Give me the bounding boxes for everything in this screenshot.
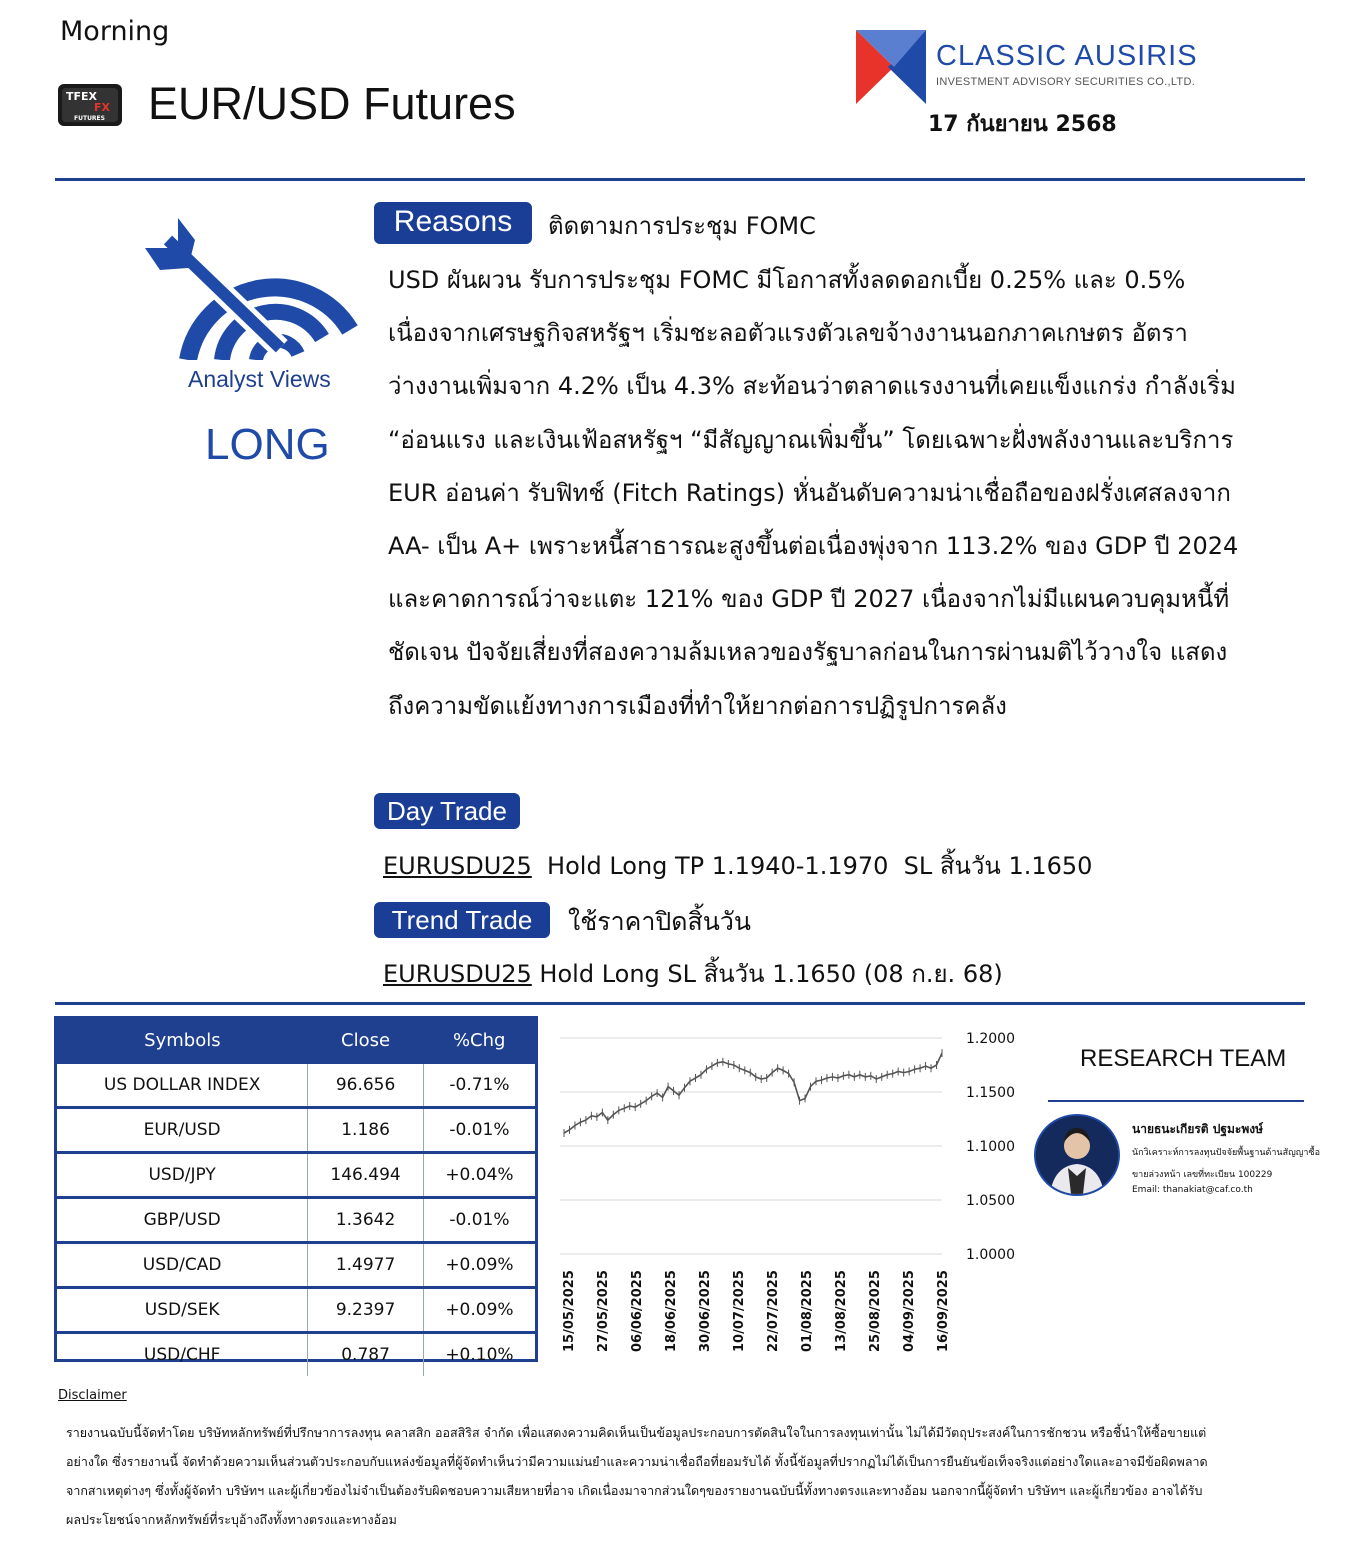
symbol-cell: USD/SEK bbox=[57, 1288, 308, 1333]
x-tick-label: 15/05/2025 bbox=[562, 1270, 577, 1352]
reasons-body bbox=[388, 254, 1308, 733]
trend-trade-recommendation bbox=[383, 954, 1003, 993]
column-header: %Chg bbox=[423, 1019, 535, 1063]
day-trade-recommendation bbox=[383, 846, 1092, 885]
symbol-cell: GBP/USD bbox=[57, 1198, 308, 1243]
x-tick-label: 01/08/2025 bbox=[800, 1270, 815, 1352]
symbol-cell: USD/JPY bbox=[57, 1153, 308, 1198]
trend-trade-tag: Trend Trade bbox=[374, 902, 550, 938]
report-date: 17 กันยายน 2568 bbox=[928, 112, 1117, 137]
research-team-divider bbox=[1048, 1100, 1304, 1102]
close-cell: 96.656 bbox=[308, 1063, 424, 1108]
symbol-cell: EUR/USD bbox=[57, 1108, 308, 1153]
close-cell: 1.3642 bbox=[308, 1198, 424, 1243]
trend-trade-detail: Hold Long SL สิ้นวัน 1.1650 (08 ก.ย. 68) bbox=[531, 960, 1003, 988]
change-cell: +0.09% bbox=[423, 1288, 535, 1333]
y-tick-label: 1.1500 bbox=[966, 1085, 1015, 1101]
symbol-cell: US DOLLAR INDEX bbox=[57, 1063, 308, 1108]
change-cell: -0.01% bbox=[423, 1108, 535, 1153]
tfex-logo-line-1: TFEX bbox=[66, 90, 98, 103]
reasons-tag: Reasons bbox=[374, 202, 532, 244]
change-cell: -0.01% bbox=[423, 1198, 535, 1243]
y-tick-label: 1.1000 bbox=[966, 1139, 1015, 1155]
table-row bbox=[57, 1153, 535, 1198]
close-cell: 1.186 bbox=[308, 1108, 424, 1153]
symbol-cell: USD/CAD bbox=[57, 1243, 308, 1288]
column-header: Close bbox=[308, 1019, 424, 1063]
analyst-avatar bbox=[1034, 1114, 1120, 1196]
y-tick-label: 1.2000 bbox=[966, 1031, 1015, 1047]
disclaimer-line: รายงานฉบับนี้จัดทำโดย บริษัทหลักทรัพย์ที่ปรึกษาการลงทุน คลาสสิก ออสสิริส จำกัด เพื่อแสดงความคิดเห็นเป็นข้อมูลประกอบการตัดสินใจในการลงทุนเท่านั้น ไม่ได้มีวัตถุประสงค์ในการชักชวน หรือชี้นำให้ซื้อขายแต่ bbox=[66, 1425, 1207, 1440]
analyst-title-line: นักวิเคราะห์การลงทุนปัจจัยพื้นฐานด้านสัญญาซื้อ bbox=[1132, 1148, 1320, 1158]
trend-trade-note: ใช้ราคาปิดสิ้นวัน bbox=[568, 907, 751, 936]
brand-subtitle: INVESTMENT ADVISORY SECURITIES CO.,LTD. bbox=[936, 76, 1196, 88]
table-row bbox=[57, 1243, 535, 1288]
analyst-name: นายธนะเกียรติ ปฐมะพงษ์ bbox=[1132, 1122, 1264, 1136]
x-tick-label: 04/09/2025 bbox=[902, 1270, 917, 1352]
table-row bbox=[57, 1198, 535, 1243]
trend-trade-symbol: EURUSDU25 bbox=[383, 960, 532, 988]
analyst-email: Email: thanakiat@caf.co.th bbox=[1132, 1185, 1253, 1195]
analyst-views-label: Analyst Views bbox=[188, 366, 331, 392]
reason-line: EUR อ่อนค่า รับฟิทช์ (Fitch Ratings) หั่นอันดับความน่าเชื่อถือของฝรั่งเศสลงจาก bbox=[388, 478, 1231, 507]
close-cell: 146.494 bbox=[308, 1153, 424, 1198]
day-trade-tag: Day Trade bbox=[374, 793, 520, 829]
reason-line: ชัดเจน ปัจจัยเสี่ยงที่สองความล้มเหลวของรัฐบาลก่อนในการผ่านมติไว้วางใจ แสดง bbox=[388, 638, 1228, 667]
x-tick-label: 06/06/2025 bbox=[630, 1270, 645, 1352]
x-tick-label: 18/06/2025 bbox=[664, 1270, 679, 1352]
reason-line: ว่างงานเพิ่มจาก 4.2% เป็น 4.3% สะท้อนว่าตลาดแรงงานที่เคยแข็งแกร่ง กำลังเริ่ม bbox=[388, 372, 1236, 401]
stance-label: LONG bbox=[205, 420, 330, 469]
x-tick-label: 10/07/2025 bbox=[732, 1270, 747, 1352]
change-cell: +0.10% bbox=[423, 1333, 535, 1377]
close-cell: 1.4977 bbox=[308, 1243, 424, 1288]
reasons-heading: ติดตามการประชุม FOMC bbox=[548, 212, 816, 240]
y-tick-label: 1.0000 bbox=[966, 1247, 1015, 1263]
price-line bbox=[564, 1053, 942, 1133]
y-tick-label: 1.0500 bbox=[966, 1193, 1015, 1209]
reason-line: USD ผันผวน รับการประชุม FOMC มีโอกาสทั้งลดดอกเบี้ย 0.25% และ 0.5% bbox=[388, 266, 1186, 294]
disclaimer-line: ผลประโยชน์จากหลักทรัพย์ที่ระบุอ้างถึงทั้งทางตรงและทางอ้อม bbox=[66, 1512, 397, 1527]
disclaimer-line: อย่างใด ซึ่งรายงานนี้ จัดทำด้วยความเห็นส่วนตัวประกอบกับแหล่งข้อมูลที่ผู้จัดทำเห็นว่ามีความแม่นยำและความน่าเชื่อถือที่ยอมรับได้ ทั้งนี้ข้อมูลที่ปรากฏไม่ได้เป็นการยืนยันข้อเท็จจริงแต่อย่างใดและอาจมีข้อผิดพลาด bbox=[66, 1454, 1208, 1469]
reason-line: “อ่อนแรง และเงินเฟ้อสหรัฐฯ “มีสัญญาณเพิ่มขึ้น” โดยเฉพาะฝั่งพลังงานและบริการ bbox=[388, 425, 1234, 454]
classic-ausiris-logo-icon bbox=[856, 30, 926, 104]
column-header: Symbols bbox=[57, 1019, 308, 1063]
disclaimer-line: จากสาเหตุต่างๆ ซึ่งทั้งผู้จัดทำ บริษัทฯ และผู้เกี่ยวข้องไม่จำเป็นต้องรับผิดชอบความเสียหายที่อาจ เกิดเนื่องมาจากส่วนใดๆของรายงานฉบับนี้ทั้งทางตรงและทางอ้อม นอกจากนี้ผู้จัดทำ บริษัทฯ และผู้เกี่ยวข้อง อาจได้รับ bbox=[66, 1483, 1203, 1498]
x-tick-label: 16/09/2025 bbox=[936, 1270, 951, 1352]
table-row bbox=[57, 1333, 535, 1377]
x-tick-label: 27/05/2025 bbox=[596, 1270, 611, 1352]
table-row bbox=[57, 1108, 535, 1153]
disclaimer-body bbox=[66, 1418, 1286, 1534]
session-label: Morning bbox=[60, 16, 170, 47]
x-tick-label: 13/08/2025 bbox=[834, 1270, 849, 1352]
analyst-title-line: ขายล่วงหน้า เลขที่ทะเบียน 100229 bbox=[1132, 1170, 1273, 1180]
table-row bbox=[57, 1063, 535, 1108]
day-trade-symbol: EURUSDU25 bbox=[383, 852, 532, 880]
day-trade-detail: Hold Long TP 1.1940-1.1970 SL สิ้นวัน 1.1650 bbox=[531, 852, 1093, 880]
header-divider bbox=[55, 178, 1305, 181]
symbol-cell: USD/CHF bbox=[57, 1333, 308, 1377]
page-title: EUR/USD Futures bbox=[148, 78, 516, 129]
change-cell: +0.09% bbox=[423, 1243, 535, 1288]
x-tick-label: 30/06/2025 bbox=[698, 1270, 713, 1352]
tfex-logo-line-3: FUTURES bbox=[74, 115, 105, 122]
reason-line: ถึงความขัดแย้งทางการเมืองที่ทำให้ยากต่อการปฏิรูปการคลัง bbox=[388, 691, 1007, 720]
change-cell: -0.71% bbox=[423, 1063, 535, 1108]
tfex-logo-icon bbox=[56, 82, 124, 128]
brand-name: CLASSIC AUSIRIS bbox=[936, 40, 1198, 72]
disclaimer-title: Disclaimer bbox=[58, 1388, 127, 1403]
reason-line: และคาดการณ์ว่าจะแตะ 121% ของ GDP ปี 2027 เนื่องจากไม่มีแผนควบคุมหนี้ที่ bbox=[388, 585, 1230, 614]
research-team-title: RESEARCH TEAM bbox=[1080, 1045, 1287, 1072]
close-cell: 0.787 bbox=[308, 1333, 424, 1377]
section-divider bbox=[55, 1002, 1305, 1005]
x-tick-label: 25/08/2025 bbox=[868, 1270, 883, 1352]
target-arrow-icon bbox=[140, 218, 358, 360]
change-cell: +0.04% bbox=[423, 1153, 535, 1198]
reason-line: เนื่องจากเศรษฐกิจสหรัฐฯ เริ่มชะลอตัวแรงตัวเลขจ้างงานนอกภาคเกษตร อัตรา bbox=[388, 319, 1188, 348]
close-cell: 9.2397 bbox=[308, 1288, 424, 1333]
eurusd-price-chart bbox=[548, 1020, 1028, 1360]
table-row bbox=[57, 1288, 535, 1333]
analyst-title bbox=[1132, 1142, 1327, 1186]
tfex-logo-line-2: FX bbox=[94, 101, 110, 114]
reason-line: AA- เป็น A+ เพราะหนี้สาธารณะสูงขึ้นต่อเนื่องพุ่งจาก 113.2% ของ GDP ปี 2024 bbox=[388, 532, 1239, 561]
x-tick-label: 22/07/2025 bbox=[766, 1270, 781, 1352]
quote-table bbox=[54, 1016, 538, 1365]
